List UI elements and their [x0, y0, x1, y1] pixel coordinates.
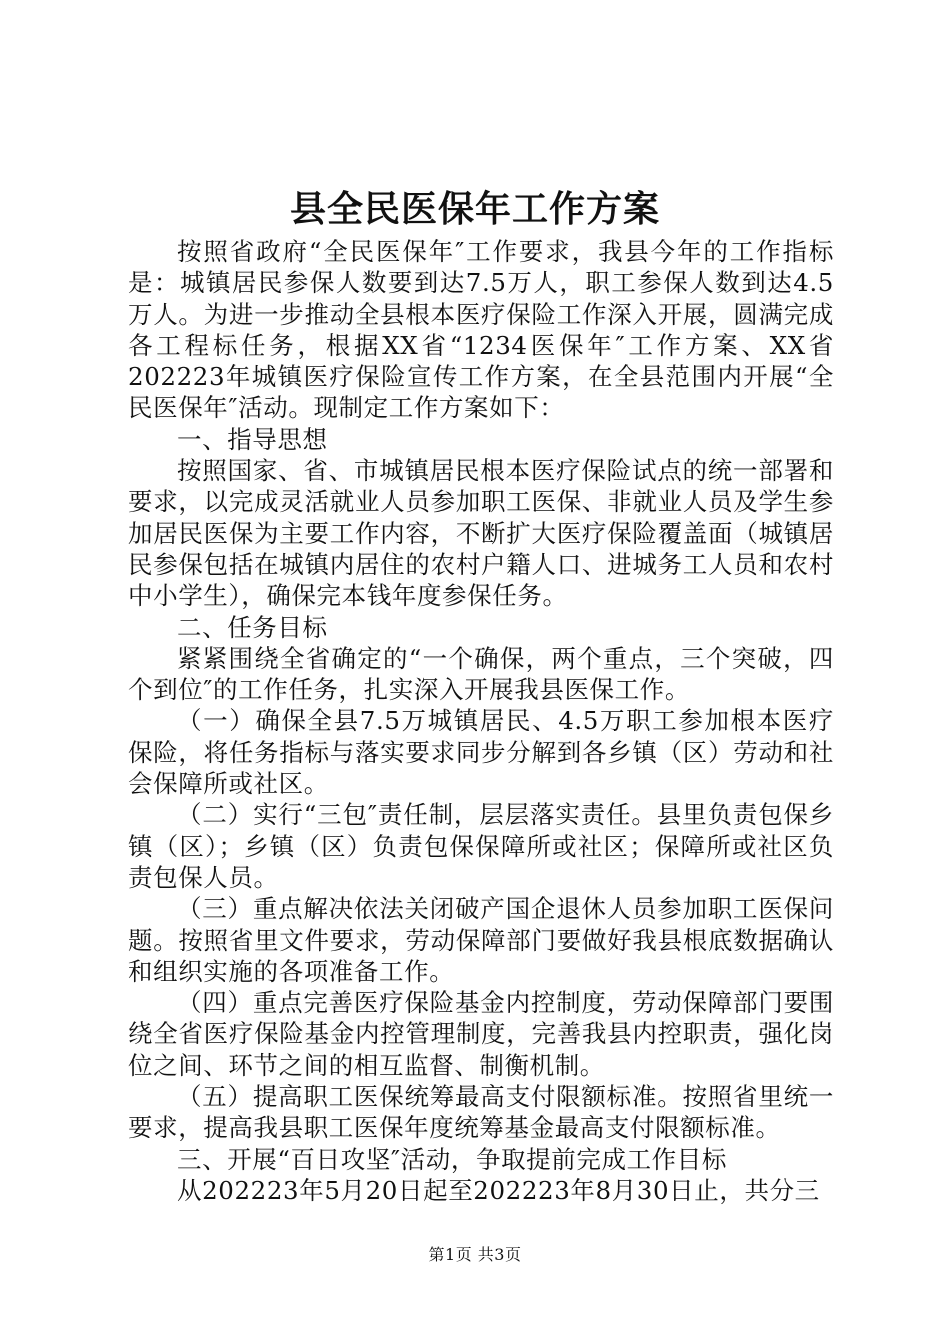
- goal-item-1: （一）确保全县7.5万城镇居民、4.5万职工参加根本医疗保险，将任务指标与落实要求同步分解到各乡镇（区）劳动和社会保障所或社区。: [128, 706, 834, 799]
- section-heading-guiding-ideology: 一、指导思想: [177, 424, 328, 454]
- task-goals-paragraph: 紧紧围绕全省确定的“一个确保，两个重点，三个突破，四个到位″的工作任务，扎实深入开展我县医保工作。: [128, 643, 834, 705]
- document-body: [128, 236, 834, 1206]
- goal-item-2: （二）实行“三包″责任制，层层落实责任。县里负责包保乡镇（区）；乡镇（区）负责包保保障所或社区；保障所或社区负责包保人员。: [128, 800, 834, 892]
- document-title: 县全民医保年工作方案: [289, 188, 660, 230]
- goal-item-4: （四）重点完善医疗保险基金内控制度，劳动保障部门要围绕全省医疗保险基金内控管理制度，完善我县内控职责，强化岗位之间、环节之间的相互监督、制衡机制。: [128, 988, 834, 1080]
- hundred-days-paragraph: 从202223年5月20日起至202223年8月30日止，共分三: [177, 1175, 820, 1205]
- section-heading-task-goals: 二、任务目标: [177, 612, 328, 642]
- section-heading-hundred-days: 三、开展“百日攻坚″活动，争取提前完成工作目标: [177, 1144, 727, 1174]
- guiding-ideology-paragraph: 按照国家、省、市城镇居民根本医疗保险试点的统一部署和要求，以完成灵活就业人员参加职工医保、非就业人员及学生参加居民医保为主要工作内容，不断扩大医疗保险覆盖面（城镇居民参保包括在城镇内居住的农村户籍人口、进城务工人员和农村中小学生），确保完本钱年度参保任务。: [128, 456, 834, 611]
- intro-paragraph: 按照省政府“全民医保年″工作要求，我县今年的工作指标是：城镇居民参保人数要到达7.5万人，职工参保人数到达4.5万人。为进一步推动全县根本医疗保险工作深入开展，圆满完成各工程标任务，根据XX省“1234医保年″工作方案、XX省202223年城镇医疗保险宣传工作方案，在全县范围内开展“全民医保年″活动。现制定工作方案如下：: [128, 237, 834, 423]
- page-footer: 第1页 共3页: [428, 1245, 522, 1264]
- goal-item-3: （三）重点解决依法关闭破产国企退休人员参加职工医保问题。按照省里文件要求，劳动保障部门要做好我县根底数据确认和组织实施的各项准备工作。: [128, 894, 834, 986]
- goal-item-5: （五）提高职工医保统筹最高支付限额标准。按照省里统一要求，提高我县职工医保年度统筹基金最高支付限额标准。: [128, 1082, 834, 1143]
